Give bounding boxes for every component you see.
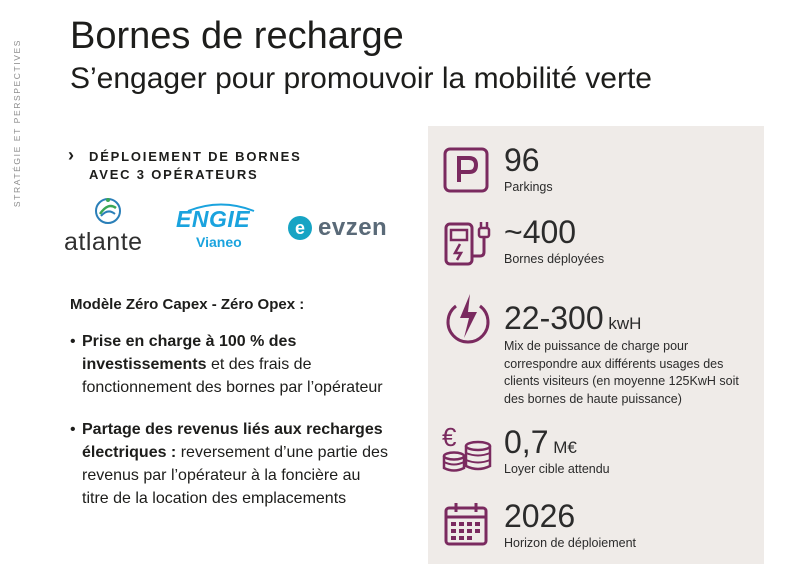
stat-value: ~400 xyxy=(504,214,577,250)
vianeo-wordmark: Vianeo xyxy=(196,234,242,250)
svg-text:€: € xyxy=(442,424,457,452)
evzen-wordmark: evzen xyxy=(318,214,388,241)
page-title: Bornes de recharge xyxy=(70,15,404,57)
section-heading-line-2: AVEC 3 OPÉRATEURS xyxy=(89,167,259,182)
bullet-1-bold: Prise en charge à 100 % des investissements xyxy=(82,333,297,374)
calendar-icon xyxy=(442,500,492,550)
stat-value: 0,7 M€ xyxy=(504,424,577,460)
parking-icon xyxy=(442,146,490,194)
stat-value: 22-300 kwH xyxy=(504,300,642,336)
evzen-emblem-icon: e xyxy=(288,216,312,240)
stat-label: Parkings xyxy=(504,180,553,194)
key-figures-panel xyxy=(428,126,764,564)
operator-logos xyxy=(64,196,414,256)
power-bolt-icon xyxy=(442,292,494,348)
charging-station-icon xyxy=(442,218,494,270)
atlante-logo xyxy=(64,196,160,254)
stat-value: 2026 xyxy=(504,498,576,534)
stat-label: Bornes déployées xyxy=(504,252,605,266)
engie-vianeo-logo xyxy=(176,206,266,252)
evzen-logo xyxy=(288,216,408,246)
stat-value: 96 xyxy=(504,142,540,178)
engie-wordmark: ENGIE xyxy=(176,206,251,232)
stat-label: Horizon de déploiement xyxy=(504,536,637,550)
euro-coins-icon xyxy=(442,424,498,474)
section-heading-line-1: DÉPLOIEMENT DE BORNES xyxy=(89,149,302,164)
bullet-1-text: et des frais de fonctionnement des bornes par l’opérateur xyxy=(82,356,383,397)
model-bullet-list xyxy=(70,330,390,528)
bullet-2-bold: Partage des revenus liés aux recharges électriques : xyxy=(82,420,383,461)
side-section-label xyxy=(10,30,24,220)
atlante-emblem-icon xyxy=(92,196,124,226)
model-heading: Modèle Zéro Capex - Zéro Opex : xyxy=(70,296,305,313)
stat-label: Mix de puissance de charge pour correspondre aux différents usages des clients visiteurs (en moyenne 125KwH soit des bornes de haute puissance) xyxy=(504,339,739,406)
page-subtitle: S’engager pour promouvoir la mobilité verte xyxy=(70,62,652,95)
chevron-right-icon: › xyxy=(68,145,74,165)
stat-label: Loyer cible attendu xyxy=(504,462,610,476)
bullet-2-text: reversement d’une partie des revenus par l’opérateur à la foncière au titre de la location des emplacements xyxy=(82,443,388,508)
list-item xyxy=(70,418,390,511)
list-item xyxy=(70,330,390,400)
side-label-text: STRATÉGIE ET PERSPECTIVES xyxy=(12,38,22,208)
atlante-wordmark: atlante xyxy=(64,228,143,256)
